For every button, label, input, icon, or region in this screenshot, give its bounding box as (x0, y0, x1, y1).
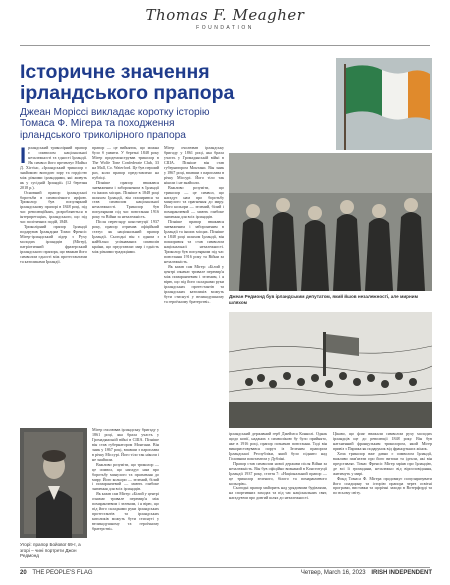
bottom-divider (20, 567, 430, 568)
deck-line: ірландського триколірного прапора (20, 129, 186, 141)
article-column-5 (333, 432, 432, 566)
foundation-label: FOUNDATION (196, 25, 254, 31)
paragraph: Прапор став символом нової держави після Війни за незалежність. Він був офіційно визнаний в Конституції Ірландії 1937 року, стаття 7: «Національний прапор — це триколор зеленого, білого та помаранчевого кольорів». (229, 460, 327, 486)
footer-right (301, 570, 432, 576)
portrait-photo (20, 428, 87, 538)
paragraph: ірландський державний герб Джеймса Коннолі. Однак щодо копії, наданих з символікою бу було прийнято, яке в 1916 році, прапор позначав повстання. Тоді він використовувався поруч із Зеленим прапором Ірландської Республіки, який було піднято над Головним поштамтом у Дубліні. (229, 432, 327, 461)
paragraph: Цікаво, що флаг вважали символом руху молодих ірландців ще до революції 1848 року. Він був натхненний французьким триколором, який Мігер привіз з Парижа як подарунок від французьких жінок. (333, 432, 432, 451)
article-column-3 (92, 428, 159, 560)
flag-illustration (336, 58, 432, 150)
article-column-2 (92, 146, 159, 424)
paragraph: Пізніше прапор вважався зневаженим і забороненим в Ірландії та інших місцях. Пізніше в 1848 році шляхом Ірландії, він поширився та став символом національної незалежності. Триколор був популярним під час повстання 1916 року та Війни за незалежність. (92, 179, 159, 220)
group-photo (229, 153, 432, 291)
group-illustration (229, 153, 432, 291)
paragraph: Як казав сам Мігер: «Білий у центрі означає тривале перемир'я між помаранчевим і зеленим, і я вірю, що під його складками руки ірландських протестантів та ірландських католиків можуть бути стиснуті у великодушному та героїчному братерстві». (92, 491, 159, 532)
paragraph: Мігер очолював ірландську бригаду у 1861 році, яка брала участь у Громадянській війні в США. Пізніше він став губернатором Монтани. Він зник у 1867 році, впавши з пароплава в річку Міссурі. Його тіло так ніколи і не знайшли. (92, 428, 159, 462)
foundation-signature-logo: Thomas F. Meagher (145, 6, 305, 24)
paragraph: Сьогодні прапор майорить над урядовими будівлями, на спортивних заходах та під час національних свят, нагадуючи про довгий шлях до незалежності. (229, 485, 327, 501)
article-deck (20, 107, 320, 141)
crowd-illustration (229, 312, 432, 428)
paragraph: Фонд Томаса Ф. Мігера продовжує популяризувати його спадщину та історію прапора через освітні програми, виставки та щорічні заходи в Вотерфорді та по всьому світу. (333, 475, 432, 496)
article-headline: Історичне значення ірландського прапора (20, 61, 235, 104)
paragraph: Після перегляду конституції 1937 року, прапор отримав офіційний статус як національний прапор Ірландії. Сьогодні він є одним з найбільш упізнаваних символів країни, що представляє мир і єдність між різними традиціями. (92, 219, 159, 255)
portrait-illustration (20, 428, 87, 538)
crowd-drawing (229, 312, 432, 428)
publication-section: THE PEOPLE'S FLAG (32, 570, 93, 576)
drop-cap: І (20, 146, 27, 168)
paragraph: прапор — це вийняток, що можна було б уявити. У березні 1848 року Мігер продемонстрував триколор в The Wolfe Tone Confederate Club, 33 на Mall, Co. Waterford. Це був перший раз, коли прапор представлено на публіці. (92, 146, 159, 180)
article-column-middle (164, 146, 224, 556)
paragraph: Пізніше прапор вважався зневаженим і забороненим в Ірландії та інших місцях. Пізніше в 1848 році шляхом Ірландії, він поширився та став символом національної незалежності. Триколор був популярним під час повстання 1916 року та Війни за незалежність. (164, 219, 224, 264)
paragraph: Важливо розуміти, що триколор — це символ, що нагадує нам про боротьбу минулого та прагнення до миру. Його кольори — зелений, білий і помаранчевий — мають глибоке значення для всіх ірландців. (164, 184, 224, 220)
issue-date: Четвер, March 16, 2023 (300, 570, 366, 576)
masthead (0, 6, 450, 31)
article-column-1 (20, 146, 87, 424)
paragraph: Основний прапор ірландської боротьби в символічного ирфою. Триколор був популярний ірландському прапорі в 1848 році, під час революційних, розробляються в інтерпретаціях, ірландського, що під час політичних подій, 1848. (20, 189, 87, 225)
group-photo-caption: Джеан Редмонд був ірландським депутатом, який йшов незалежності, але мирним шляхом (229, 294, 418, 305)
deck-line: Джеан Моріссі викладає коротку історію (20, 107, 210, 118)
top-divider (20, 45, 430, 46)
page-number: 20 (20, 570, 27, 576)
paragraph: рландський триколірний прапор є символом національної незалежності та єдності Ірландії. Як символ його презентує Майкл Д. Хіггінс, «Ірландський триколор є знайомою вигодою зору та гордістю між різними ірландцями, які живуть як у сусідній Ірландії» (12 березня 2018 р.). (20, 146, 87, 190)
footer-left (20, 570, 93, 576)
portrait-caption: Угорі: прапор Бойової 69-ї, а згорі – чині портрети Джон Редмонд (20, 542, 81, 559)
article-column-4 (229, 432, 327, 566)
paragraph: Хоча триколор вже давно є символом Ірландії, важливо пам'ятати про його витоки та ідеали, які він представляє. Томас Френсіс Мігер мріяв про Ірландію, де всі її громадяни, незалежно від віросповідання, житимуть у мирі. (333, 450, 432, 476)
paragraph: Триколірний прапор Ірландії подарував Ірландцям Томас Френсіс Мігер-ірландський лідер з Руху молодих ірландців (Мігер), патріотичний фразерський ірландського прапора, що вважав його символом єдності між протестантами та католиками Ірландії. (20, 224, 87, 264)
paragraph: Мігер очолював ірландську бригаду у 1861 році, яка брала участь у Громадянській війні в США. Пізніше він став губернатором Монтани. Він зник у 1867 році, впавши з пароплава в річку Міссурі. Його тіло так ніколи і не знайшли. (164, 146, 224, 185)
paragraph: Важливо розуміти, що триколор — це символ, що нагадує нам про боротьбу минулого та прагнення до миру. Його кольори — зелений, білий і помаранчевий — мають глибоке значення для всіх ірландців. (92, 461, 159, 492)
deck-line: Томаса Ф. Мігера та походження (20, 118, 175, 130)
paragraph: Як казав сам Мігер: «Білий у центрі означає тривале перемир'я між помаранчевим і зеленим, і я вірю, що під його складками руки ірландських протестантів та ірландських католиків можуть бути стиснуті у великодушному та героїчному братерстві». (164, 263, 224, 304)
flag-photo (336, 58, 432, 150)
publication-name: IRISH INDEPENDENT (371, 570, 432, 576)
